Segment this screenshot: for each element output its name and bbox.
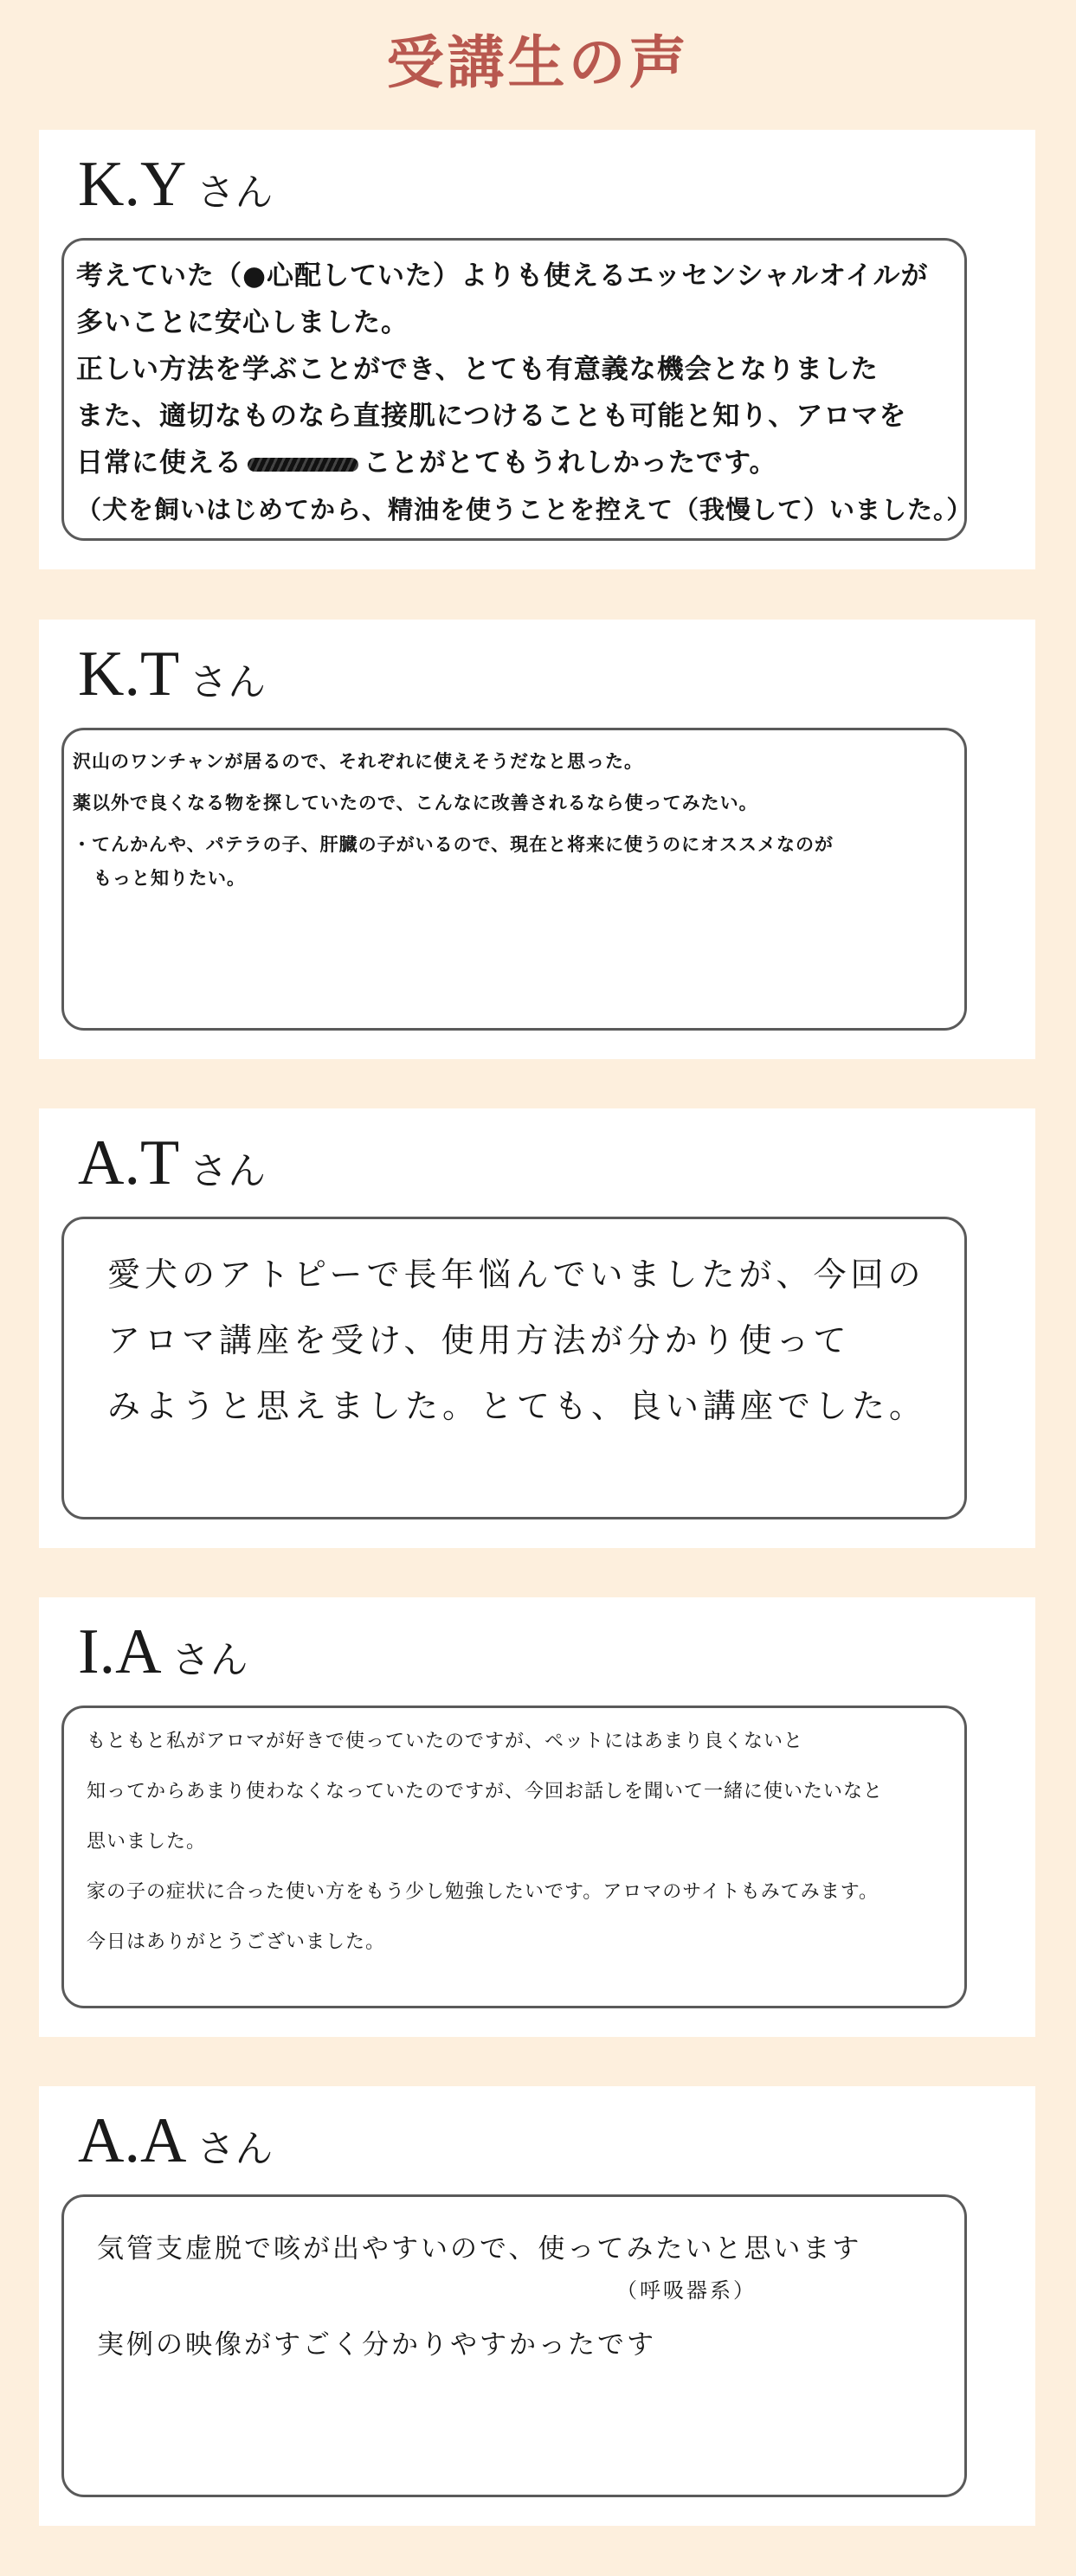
comment-line: （呼吸器系） — [616, 2278, 757, 2303]
reviewer-name — [78, 635, 266, 713]
reviewer-name — [78, 2102, 273, 2180]
comment-line: 今日はありがとうございました。 — [87, 1931, 386, 1953]
reviewer-initials: K.T — [78, 639, 180, 710]
comment-line-with-redaction — [76, 440, 956, 486]
comment-text — [76, 253, 973, 533]
comment-line-start: 日常に使える — [76, 447, 242, 479]
comment-line: 多いことに安心しました。 — [76, 307, 409, 338]
comment-line-end: ことがとてもうれしかったです。 — [364, 447, 777, 479]
reviewer-initials: I.A — [78, 1616, 162, 1687]
testimonial-card-aa — [39, 2086, 1035, 2526]
page-title: 受講生の声 — [386, 29, 690, 96]
reviewer-initials: A.A — [78, 2105, 187, 2176]
reviewer-name — [78, 145, 273, 223]
comment-line: 知ってからあまり使わなくなっていたのですが、今回お話しを聞いて一緒に使いたいなと — [87, 1781, 884, 1802]
reviewer-initials: A.T — [78, 1127, 180, 1198]
comment-box — [61, 238, 973, 541]
comment-box — [61, 1706, 967, 2008]
comment-line: もともと私がアロマが好きで使っていたのですが、ペットにはあまり良くないと — [87, 1731, 804, 1752]
reviewer-honorific: さん — [190, 1149, 267, 1193]
reviewer-honorific: さん — [197, 170, 274, 215]
comment-text — [87, 1717, 956, 1968]
comment-line: また、適切なものなら直接肌につけることも可能と知り、アロマを — [76, 401, 907, 432]
comment-line: 気管支虚脱で咳が出やすいので、使ってみたいと思います — [97, 2233, 862, 2264]
reviewer-name — [78, 1613, 248, 1691]
testimonial-card-kt — [39, 620, 1035, 1059]
comment-box — [61, 728, 967, 1031]
reviewer-name — [78, 1124, 266, 1202]
reviewer-honorific: さん — [190, 660, 267, 704]
comment-text — [73, 741, 956, 891]
reviewer-honorific: さん — [197, 2127, 274, 2171]
comment-line: （犬を飼いはじめてから、精油を使うことを控えて（我慢して）いました。） — [76, 495, 973, 524]
comment-box — [61, 1217, 967, 1519]
comment-line: 薬以外で良くなる物を探していたので、こんなに改善されるなら使ってみたい。 — [73, 793, 758, 813]
testimonial-card-at — [39, 1108, 1035, 1548]
comment-line: アロマ講座を受け、使用方法が分かり使って — [107, 1321, 851, 1359]
comment-line: 愛犬のアトピーで長年悩んでいましたが、今回の — [107, 1256, 925, 1294]
reviewer-honorific: さん — [171, 1638, 248, 1682]
comment-box — [61, 2194, 967, 2497]
comment-text — [107, 1242, 956, 1439]
comment-line: 考えていた（●心配していた）よりも使えるエッセンシャルオイルが — [76, 260, 929, 292]
comment-line: 家の子の症状に合った使い方をもう少し勉強したいです。アロマのサイトもみてみます。 — [87, 1881, 879, 1903]
scribble-redaction — [248, 458, 358, 472]
comment-line: 実例の映像がすごく分かりやすかったです — [97, 2329, 656, 2361]
comment-text — [97, 2223, 956, 2384]
comment-line: みようと思えました。とても、良い講座でした。 — [107, 1387, 927, 1425]
testimonial-card-ky — [39, 130, 1035, 569]
comment-line: もっと知りたい。 — [93, 868, 246, 889]
comment-line: 思いました。 — [87, 1831, 207, 1853]
comment-line: 正しい方法を学ぶことができ、とても有意義な機会となりました — [76, 354, 879, 385]
testimonial-card-ia — [39, 1597, 1035, 2037]
reviewer-initials: K.Y — [78, 149, 187, 220]
comment-line: ・てんかんや、パテラの子、肝臓の子がいるので、現在と将来に使うのにオススメなのが — [73, 834, 834, 855]
comment-line: 沢山のワンチャンが居るので、それぞれに使えそうだなと思った。 — [73, 751, 643, 772]
